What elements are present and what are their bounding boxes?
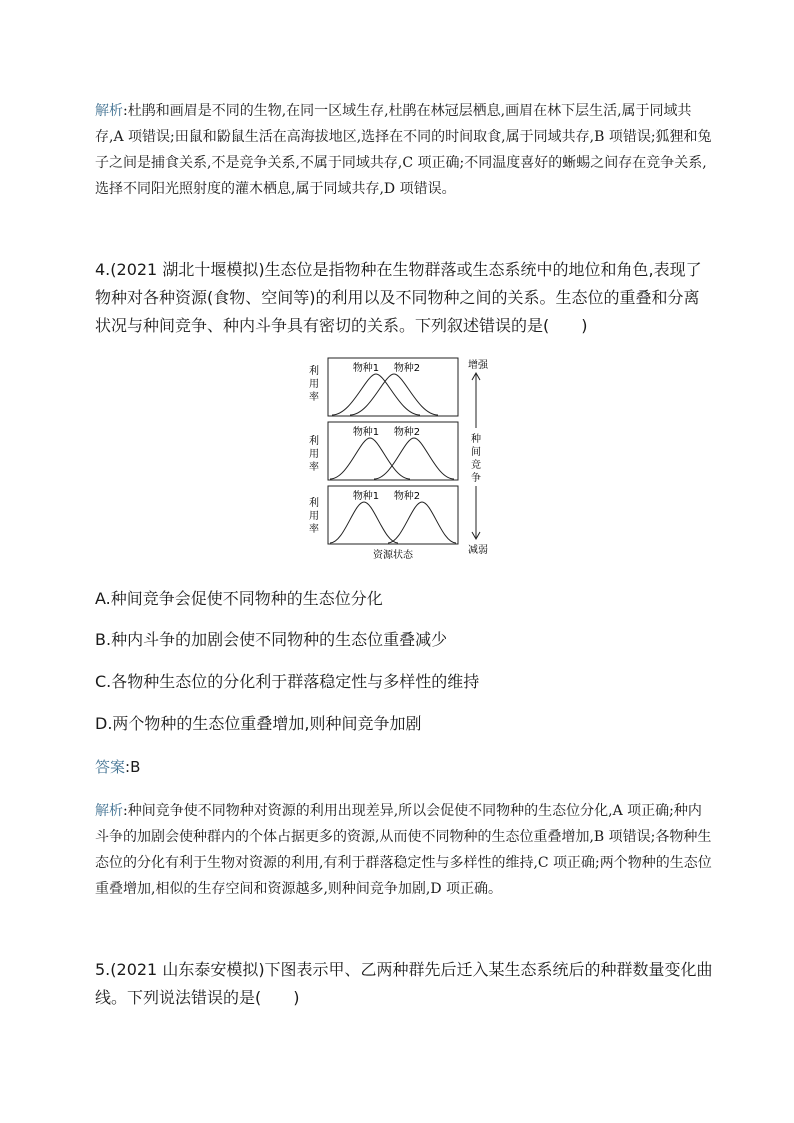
analysis-label: 解析 [95,803,123,819]
curve-species-1 [330,502,398,543]
option-c: C.各物种生态位的分化利于群落稳定性与多样性的维持 [95,672,480,691]
ylabel-char: 率 [309,462,319,473]
curve-species-2 [374,438,454,479]
option-b: B.种内斗争的加剧会使不同物种的生态位重叠减少 [95,630,448,649]
answer-line [95,756,140,778]
option-a: A.种间竞争会促使不同物种的生态位分化 [95,589,383,608]
ylabel-char: 利 [309,366,319,377]
species-2-label: 物种2 [393,363,421,374]
y-axis-label-2 [309,434,319,473]
arrow-top-label: 增强 [468,360,488,371]
ylabel-char: 率 [309,524,319,535]
ylabel-char: 率 [309,392,319,403]
analysis-text: :种间竞争使不同物种对资源的利用出现差异,所以会促使不同物种的生态位分化,A 项正确;种内斗争的加剧会使种群内的个体占据更多的资源,从而使不同物种的生态位重叠增加,B 项错误;各物种生态位的分化有利于生物对资源的利用,有利于群落稳定性与多样性的维持,C 项正确;两个物种的生态位重叠增加,相似的生存空间和资源越多,则种间竞争加剧,D 项正确。 [95,803,712,897]
species-1-label: 物种1 [352,491,380,502]
arrow-bottom-label: 减弱 [468,545,488,556]
arrow-mid-char: 种 [471,434,481,445]
curve-species-1 [330,438,410,479]
ylabel-char: 利 [309,498,319,509]
arrow-mid-char: 竞 [471,460,481,471]
option-d: D.两个物种的生态位重叠增加,则种间竞争加剧 [95,714,422,733]
species-1-label: 物种1 [352,427,380,438]
niche-figure-svg [300,356,500,566]
curve-species-2 [388,502,456,543]
x-axis-label: 资源状态 [373,550,413,561]
analysis-paragraph-2 [95,798,715,902]
ylabel-char: 用 [309,379,319,390]
ylabel-char: 利 [309,436,319,447]
arrow-mid-char: 争 [471,473,481,484]
species-2-label: 物种2 [393,427,421,438]
answer-value: :B [125,758,141,776]
analysis-text: :杜鹃和画眉是不同的生物,在同一区域生存,杜鹃在林冠层栖息,画眉在林下层生活,属于同域共存,A 项错误;田鼠和鼢鼠生活在高海拔地区,选择在不同的时间取食,属于同域共存,B 项错误;狐狸和兔子之间是捕食关系,不是竞争关系,不属于同域共存,C 项正确;不同温度喜好的蜥蜴之间存在竞争关系,选择不同阳光照射度的灌木栖息,属于同域共存,D 项错误。 [95,103,712,197]
question-4-stem: 4.(2021 湖北十堰模拟)生态位是指物种在生物群落或生态系统中的地位和角色,表现了物种对各种资源(食物、空间等)的利用以及不同物种之间的关系。生态位的重叠和分离状况与种间竞争、种内斗争具有密切的关系。下列叙述错误的是( ) [95,260,702,335]
answer-label: 答案 [95,758,126,776]
question-5-stem: 5.(2021 山东泰安模拟)下图表示甲、乙两种群先后迁入某生态系统后的种群数量变化曲线。下列说法错误的是( ) [95,960,713,1007]
analysis-label: 解析 [95,103,123,119]
analysis-paragraph-1 [95,98,715,202]
y-axis-label-3 [309,496,319,535]
species-2-label: 物种2 [393,491,421,502]
species-1-label: 物种1 [352,363,380,374]
arrow-mid-char: 间 [471,447,481,458]
arrow-mid-label [471,432,481,484]
niche-overlap-figure [300,356,500,566]
ylabel-char: 用 [309,511,319,522]
ylabel-char: 用 [309,449,319,460]
y-axis-label-1 [309,364,319,403]
